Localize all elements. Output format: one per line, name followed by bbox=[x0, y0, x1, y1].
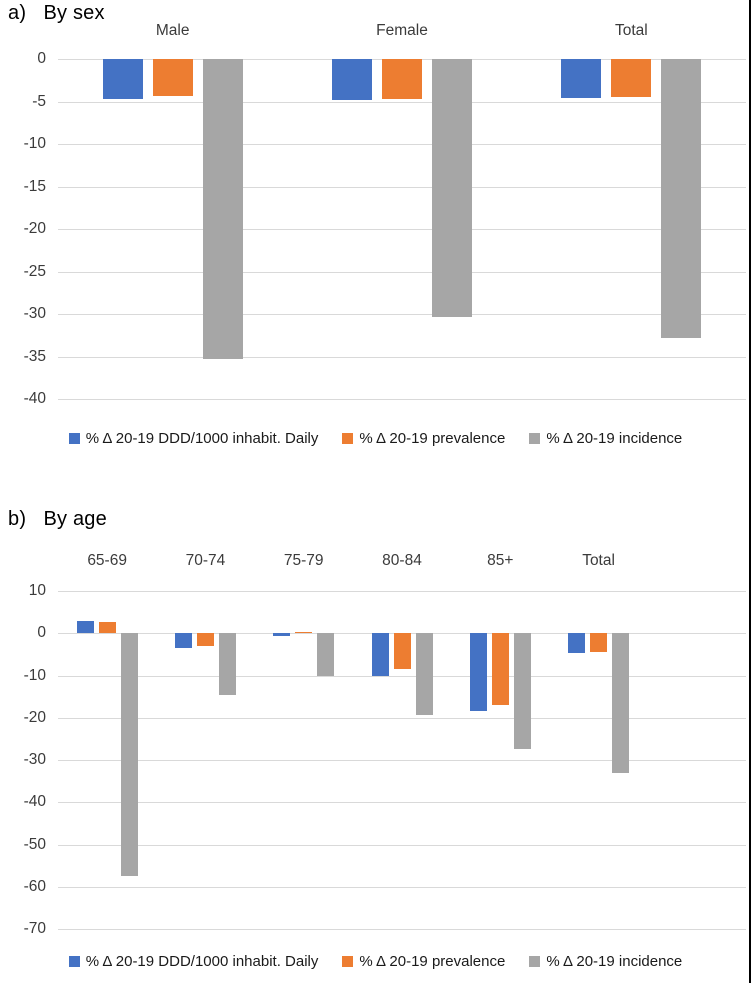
bar-by-sex-Total-s0 bbox=[561, 59, 601, 98]
chart-a-legend bbox=[0, 430, 751, 447]
bar-by-age-75-79-s1 bbox=[295, 632, 312, 633]
legend-item bbox=[69, 953, 319, 970]
legend-swatch-icon bbox=[69, 956, 80, 967]
legend-label: % Δ 20-19 DDD/1000 inhabit. Daily bbox=[85, 953, 319, 970]
legend-swatch-icon bbox=[69, 433, 80, 444]
bar-by-sex-Male-s1 bbox=[153, 59, 193, 96]
y-tick-label: -10 bbox=[23, 135, 46, 152]
y-tick-label: -15 bbox=[23, 177, 46, 195]
bar-by-age-75-79-s0 bbox=[273, 633, 290, 636]
y-tick-label: -30 bbox=[23, 305, 46, 322]
chart-b-title: b) By age bbox=[8, 508, 107, 530]
gridline bbox=[58, 144, 746, 145]
legend-item bbox=[342, 430, 505, 447]
bar-by-age-85+-s1 bbox=[492, 633, 509, 705]
legend-label: % Δ 20-19 prevalence bbox=[359, 430, 506, 447]
legend-label: % Δ 20-19 DDD/1000 inhabit. Daily bbox=[85, 430, 319, 447]
legend-label: % Δ 20-19 incidence bbox=[546, 953, 683, 970]
bar-by-age-65-69-s1 bbox=[99, 622, 116, 633]
chart-b-plot-area bbox=[0, 497, 751, 983]
bar-by-age-70-74-s0 bbox=[175, 633, 192, 648]
legend-item bbox=[69, 430, 319, 447]
y-tick-label: 0 bbox=[37, 50, 46, 67]
y-tick-label: -5 bbox=[32, 92, 46, 110]
category-label: 75-79 bbox=[283, 552, 324, 569]
y-tick-label: -20 bbox=[23, 708, 46, 726]
bar-by-sex-Female-s0 bbox=[332, 59, 372, 100]
bar-by-age-85+-s2 bbox=[514, 633, 531, 748]
bar-by-age-65-69-s2 bbox=[121, 633, 138, 876]
y-tick-label: -25 bbox=[23, 262, 46, 280]
gridline bbox=[58, 591, 746, 592]
y-tick-label: 10 bbox=[28, 582, 46, 599]
category-label: 80-84 bbox=[382, 552, 422, 569]
category-label: 65-69 bbox=[87, 552, 127, 569]
legend-label: % Δ 20-19 incidence bbox=[546, 430, 683, 447]
bar-by-age-75-79-s2 bbox=[317, 633, 334, 675]
y-tick-label: -30 bbox=[23, 751, 46, 768]
legend-swatch-icon bbox=[342, 956, 353, 967]
gridline bbox=[58, 676, 746, 677]
bar-by-age-Total-s1 bbox=[590, 633, 607, 652]
gridline bbox=[58, 845, 746, 846]
bar-by-age-Total-s0 bbox=[568, 633, 585, 652]
bar-by-age-80-84-s1 bbox=[394, 633, 411, 669]
legend-swatch-icon bbox=[342, 433, 353, 444]
bar-by-sex-Total-s1 bbox=[611, 59, 651, 97]
bar-by-age-65-69-s0 bbox=[77, 621, 94, 633]
legend-swatch-icon bbox=[529, 956, 540, 967]
y-tick-label: -35 bbox=[23, 347, 46, 365]
category-label: Male bbox=[155, 22, 190, 39]
bar-by-sex-Male-s0 bbox=[103, 59, 143, 99]
gridline bbox=[58, 229, 746, 230]
y-tick-label: -40 bbox=[23, 390, 46, 407]
chart-by-age bbox=[0, 497, 751, 983]
gridline bbox=[58, 760, 746, 761]
gridline bbox=[58, 272, 746, 273]
category-label: Total bbox=[614, 22, 648, 39]
gridline bbox=[58, 929, 746, 930]
legend-item bbox=[529, 430, 682, 447]
bar-by-sex-Total-s2 bbox=[661, 59, 701, 338]
bar-by-age-80-84-s0 bbox=[372, 633, 389, 676]
legend-item bbox=[529, 953, 682, 970]
legend-item bbox=[342, 953, 505, 970]
gridline bbox=[58, 357, 746, 358]
gridline bbox=[58, 399, 746, 400]
category-label: Female bbox=[376, 22, 428, 39]
y-tick-label: 0 bbox=[37, 624, 46, 642]
gridline bbox=[58, 187, 746, 188]
bar-by-age-85+-s0 bbox=[470, 633, 487, 711]
chart-b-legend bbox=[0, 953, 751, 970]
category-label: 85+ bbox=[487, 552, 514, 569]
y-tick-label: -70 bbox=[23, 920, 46, 937]
y-tick-label: -40 bbox=[23, 793, 46, 811]
bar-by-sex-Female-s1 bbox=[382, 59, 422, 99]
bar-by-age-80-84-s2 bbox=[416, 633, 433, 715]
y-tick-label: -20 bbox=[23, 220, 46, 237]
legend-swatch-icon bbox=[529, 433, 540, 444]
gridline bbox=[58, 802, 746, 803]
legend-label: % Δ 20-19 prevalence bbox=[359, 953, 506, 970]
chart-a-title: a) By sex bbox=[8, 2, 105, 24]
bar-by-sex-Male-s2 bbox=[203, 59, 243, 359]
gridline bbox=[58, 314, 746, 315]
gridline bbox=[58, 718, 746, 719]
category-label: 70-74 bbox=[185, 552, 226, 569]
category-label: Total bbox=[582, 552, 615, 569]
y-tick-label: -50 bbox=[23, 835, 46, 853]
gridline bbox=[58, 887, 746, 888]
bar-by-sex-Female-s2 bbox=[432, 59, 472, 317]
bar-by-age-Total-s2 bbox=[612, 633, 629, 772]
y-tick-label: -60 bbox=[23, 877, 46, 895]
y-tick-label: -10 bbox=[23, 666, 46, 684]
gridline bbox=[58, 102, 746, 103]
bar-by-age-70-74-s1 bbox=[197, 633, 214, 645]
bar-by-age-70-74-s2 bbox=[219, 633, 236, 694]
